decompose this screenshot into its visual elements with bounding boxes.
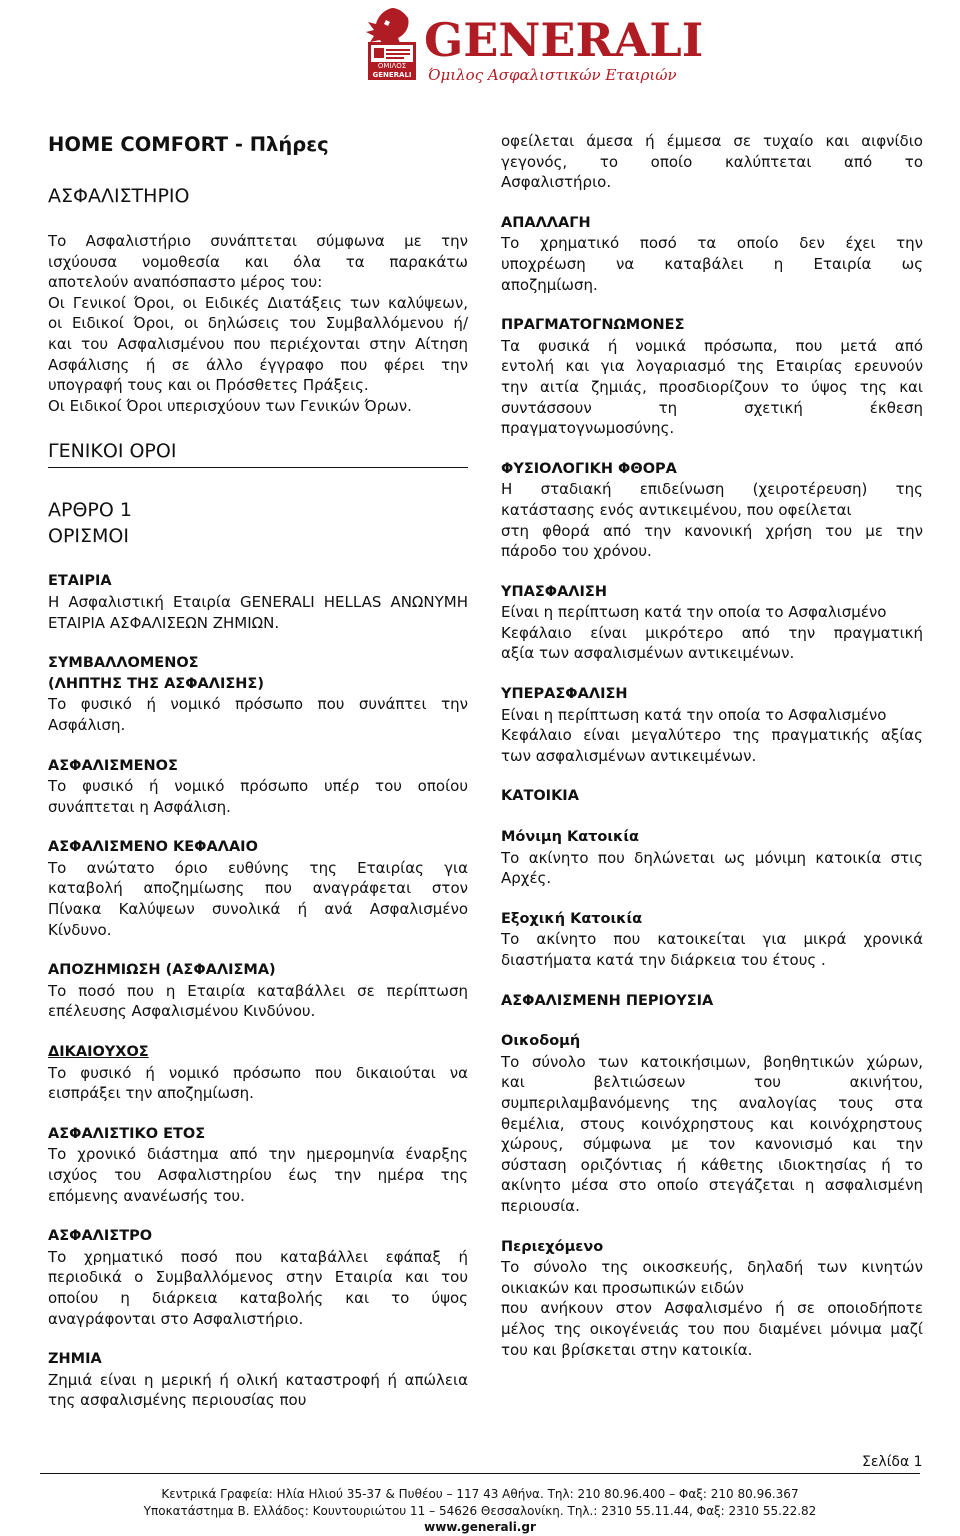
text-line: ισχύουσα νομοθεσία και όλα τα παρακάτω bbox=[48, 252, 468, 271]
text-line: Ασφάλιση. bbox=[48, 715, 126, 734]
term-heading: ΑΠΟΖΗΜΙΩΣΗ (ΑΣΦΑΛΙΣΜΑ) bbox=[48, 962, 276, 979]
term-heading: ΥΠΑΣΦΑΛΙΣΗ bbox=[501, 583, 607, 600]
text-line: Αρχές. bbox=[501, 869, 552, 888]
generali-logo bbox=[362, 4, 704, 84]
text-line: και βελτιώσεων του ακινήτου, bbox=[501, 1073, 923, 1092]
text-line: Το Ασφαλιστήριο συνάπτεται σύμφωνα με την bbox=[48, 232, 468, 250]
text-line: Η Ασφαλιστική Εταιρία GENERALI HELLAS ΑΝΩΝΥΜΗ bbox=[48, 592, 468, 611]
term-heading: ΖΗΜΙΑ bbox=[48, 1351, 102, 1368]
text-line: αποτελούν αναπόσπαστο μέρος του: bbox=[48, 273, 323, 292]
left-column bbox=[48, 128, 468, 1411]
text-line: οικιακών και προσωπικών ειδών bbox=[501, 1278, 744, 1297]
text-line: Ζημιά είναι η μερική ή ολική καταστροφή ή απώλεια bbox=[48, 1370, 468, 1389]
article-number: ΑΡΘΡΟ 1 bbox=[48, 499, 132, 522]
text-line: πάροδο του χρόνου. bbox=[501, 542, 652, 561]
text-line: συντάσσουν τη σχετική έκθεση bbox=[501, 398, 923, 417]
text-line: Οι Ειδικοί Όροι υπερισχύουν των Γενικών Όρων. bbox=[48, 396, 412, 415]
text-line: καταβολή αποζημίωσης που αναγράφεται στον bbox=[48, 879, 468, 898]
term-heading: ΠΡΑΓΜΑΤΟΓΝΩΜΟΝΕΣ bbox=[501, 317, 685, 334]
text-line: Κεφάλαιο είναι μικρότερο από την πραγματική bbox=[501, 623, 923, 642]
text-line: κατάστασης ενός αντικειμένου, που οφείλεται bbox=[501, 500, 852, 519]
text-line: Το ανώτατο όριο ευθύνης της Εταιρίας για bbox=[48, 858, 468, 877]
term-heading: ΦΥΣΙΟΛΟΓΙΚΗ ΦΘΟΡΑ bbox=[501, 460, 677, 477]
text-line: Το φυσικό ή νομικό πρόσωπο που δικαιούται να bbox=[48, 1063, 468, 1082]
right-column bbox=[501, 131, 923, 1360]
text-line: ισχύος του Ασφαλιστηρίου έως την ημέρα της bbox=[48, 1166, 468, 1184]
term-heading: ΑΣΦΑΛΙΣΤΙΚΟ ΕΤΟΣ bbox=[48, 1125, 206, 1142]
text-line: υποχρέωση να καταβάλει η Εταιρία ως bbox=[501, 254, 923, 273]
brand-name: GENERALI bbox=[424, 13, 704, 67]
text-line: Είναι η περίπτωση κατά την οποία το Ασφαλισμένο bbox=[501, 603, 887, 622]
text-line: Η σταδιακή επιδείνωση (χειροτέρευση) της bbox=[501, 480, 923, 499]
text-line: και του Ασφαλισμένου που περιέχονται στην Αίτηση bbox=[48, 334, 468, 353]
text-line: εντολή και για λογαριασμό της Εταιρίας ερευνούν bbox=[501, 357, 923, 376]
text-line: ΕΤΑΙΡΙΑ ΑΣΦΑΛΙΣΕΩΝ ΖΗΜΙΩΝ. bbox=[48, 613, 280, 632]
term-heading-sub: (ΛΗΠΤΗΣ ΤΗΣ ΑΣΦΑΛΙΣΗΣ) bbox=[48, 675, 264, 692]
text-line: Οι Γενικοί Όροι, οι Ειδικές Διατάξεις των καλύψεων, bbox=[48, 293, 468, 312]
text-line: Ασφάλισης ή σε άλλο έγγραφο που φέρει την bbox=[48, 355, 468, 374]
term-definition bbox=[48, 592, 468, 633]
term-definition bbox=[501, 705, 923, 767]
term-heading: ΔΙΚΑΙΟΥΧΟΣ bbox=[48, 1044, 149, 1061]
text-line: οφείλεται άμεσα ή έμμεσα σε τυχαίο και αιφνίδιο bbox=[501, 132, 923, 150]
text-line: της ασφαλισμένης περιουσίας που bbox=[48, 1391, 307, 1410]
section-heading: ΓΕΝΙΚΟΙ ΟΡΟΙ bbox=[48, 438, 468, 468]
term-heading: ΑΣΦΑΛΙΣΤΡΟ bbox=[48, 1228, 153, 1245]
term-definition bbox=[48, 1063, 468, 1104]
text-line: εισπράξει την αποζημίωση. bbox=[48, 1084, 254, 1103]
term-definition bbox=[48, 858, 468, 940]
badge-top-text: ΟΜΙΛΟΣ bbox=[377, 62, 407, 70]
text-line: Το σύνολο των κατοικήσιμων, βοηθητικών χώρων, bbox=[501, 1052, 923, 1071]
text-line: συμπεριλαμβανόμενης της αναλογίας τους στα bbox=[501, 1093, 923, 1112]
text-line: του και βρίσκεται στην κατοικία. bbox=[501, 1340, 753, 1359]
term-heading: ΑΠΑΛΛΑΓΗ bbox=[501, 214, 591, 231]
footer-address-head-office: Κεντρικά Γραφεία: Ηλία Ηλιού 35-37 & Πυθέου – 117 43 Αθήνα. Τηλ: 210 80.96.400 – Φαξ: 210 80.96.367 bbox=[161, 1487, 799, 1501]
document-title: HOME COMFORT - Πλήρες bbox=[48, 133, 329, 156]
text-line: χώρους, σύμφωνα με τον κανονισμό και την bbox=[501, 1135, 923, 1154]
term-heading: ΥΠΕΡΑΣΦΑΛΙΣΗ bbox=[501, 686, 628, 703]
term-definition bbox=[48, 1144, 468, 1206]
text-line: υπογραφή τους και οι Πρόσθετες Πράξεις. bbox=[48, 376, 369, 395]
text-line: ακίνητο μέσα στο οποίο στεγάζεται η ασφαλισμένη bbox=[501, 1176, 923, 1195]
term-definition bbox=[501, 848, 923, 889]
page-number: Σελίδα 1 bbox=[862, 1454, 923, 1470]
term-heading: Οικοδομή bbox=[501, 1033, 581, 1050]
term-definition bbox=[48, 981, 468, 1022]
document-subtitle: ΑΣΦΑΛΙΣΤΗΡΙΟ bbox=[48, 185, 190, 207]
text-line: Το χρηματικό ποσό τα οποίο δεν έχει την bbox=[501, 234, 923, 253]
text-line: θεμέλια, στους κοινόχρηστους και κοινόχρηστους bbox=[501, 1114, 923, 1133]
text-line: την αιτία ζημιάς, προσδιορίζουν το ύψος της και bbox=[501, 377, 923, 396]
term-definition bbox=[501, 336, 923, 439]
text-line: Το σύνολο της οικοσκευής, δηλαδή των κινητών bbox=[501, 1258, 923, 1277]
term-definition bbox=[501, 479, 923, 561]
text-line: μέλος της οικογένειάς του που διαμένει μόνιμα μαζί bbox=[501, 1319, 923, 1338]
text-line: αποζημίωση. bbox=[501, 275, 598, 294]
term-definition bbox=[501, 1257, 923, 1360]
term-definition bbox=[501, 929, 923, 970]
term-heading: ΚΑΤΟΙΚΙΑ bbox=[501, 788, 579, 805]
footer-address-branch: Υποκατάστημα Β. Ελλάδος: Κουντουριώτου 11 – 54626 Θεσσαλονίκη. Τηλ.: 2310 55.11.44, Φαξ: 2310 55.22.82 bbox=[143, 1504, 817, 1518]
text-line: γεγονός, το οποίο καλύπτεται από το bbox=[501, 152, 923, 171]
text-line: οι Ειδικοί Όροι, οι δηλώσεις του Συμβαλλόμενου ή/ bbox=[48, 314, 468, 333]
brand-tagline: Όμιλος Ασφαλιστικών Εταιριών bbox=[428, 66, 677, 84]
text-line: των ασφαλισμένων αντικειμένων. bbox=[501, 746, 757, 765]
text-line: Πίνακα Καλύψεων συνολικά ή ανά Ασφαλισμένο bbox=[48, 900, 468, 919]
text-line: διαστήματα κατά την διάρκεια του έτους . bbox=[501, 951, 826, 969]
text-line: Τα φυσικά ή νομικά πρόσωπα, που μετά από bbox=[501, 336, 923, 355]
text-line: συνάπτεται η Ασφάλιση. bbox=[48, 797, 231, 816]
term-definition bbox=[501, 233, 923, 295]
continued-paragraph bbox=[501, 131, 923, 193]
text-line: αναγράφονται στο Ασφαλιστήριο. bbox=[48, 1309, 304, 1328]
term-heading: Μόνιμη Κατοικία bbox=[501, 829, 639, 846]
text-line: επέλευσης Ασφαλισμένου Κινδύνου. bbox=[48, 1002, 316, 1021]
text-line: Το φυσικό ή νομικό πρόσωπο υπέρ του οποίου bbox=[48, 777, 468, 796]
intro-paragraph bbox=[48, 231, 468, 416]
article-title: ΟΡΙΣΜΟΙ bbox=[48, 525, 129, 548]
text-line: Είναι η περίπτωση κατά την οποία το Ασφαλισμένο bbox=[501, 705, 887, 724]
text-line: που ανήκουν στον Ασφαλισμένο ή σε οποιοδήποτε bbox=[501, 1299, 923, 1318]
term-definition bbox=[501, 602, 923, 664]
footer-divider bbox=[40, 1473, 920, 1474]
text-line: σύσταση οριζόντιας ή κάθετης ιδιοκτησίας ή το bbox=[501, 1155, 923, 1174]
text-line: Το ποσό που η Εταιρία καταβάλλει σε περίπτωση bbox=[48, 981, 468, 1000]
text-line: πραγματογνωμοσύνης. bbox=[501, 419, 675, 438]
term-heading: Περιεχόμενο bbox=[501, 1238, 604, 1255]
term-heading: ΑΣΦΑΛΙΣΜΕΝΟΣ bbox=[48, 757, 178, 774]
term-heading: ΕΤΑΙΡΙΑ bbox=[48, 573, 112, 590]
text-line: Κεφάλαιο είναι μεγαλύτερο της πραγματικής αξίας bbox=[501, 726, 923, 745]
term-heading: ΑΣΦΑΛΙΣΜΕΝΗ ΠΕΡΙΟΥΣΙΑ bbox=[501, 992, 714, 1009]
badge-bottom-text: GENERALI bbox=[372, 71, 412, 79]
text-line: αξία των ασφαλισμένων αντικειμένων. bbox=[501, 644, 795, 663]
text-line: περιουσία. bbox=[501, 1196, 580, 1215]
footer-website-link[interactable]: www.generali.gr bbox=[424, 1520, 536, 1534]
text-line: επόμενης ανανέωσής του. bbox=[48, 1186, 245, 1205]
term-definition bbox=[48, 1247, 468, 1329]
text-line: Το ακίνητο που κατοικείται για μικρά χρονικά bbox=[501, 930, 923, 949]
text-line: Το χρονικό διάστημα από την ημερομηνία έναρξης bbox=[48, 1145, 468, 1164]
term-definition bbox=[48, 776, 468, 817]
term-definition bbox=[48, 1370, 468, 1411]
term-heading: ΑΣΦΑΛΙΣΜΕΝΟ ΚΕΦΑΛΑΙΟ bbox=[48, 839, 258, 856]
text-line: Το ακίνητο που δηλώνεται ως μόνιμη κατοικία στις bbox=[501, 848, 923, 867]
term-heading: ΣΥΜΒΑΛΛΟΜΕΝΟΣ bbox=[48, 655, 199, 672]
text-line: Το χρηματικό ποσό που καταβάλλει εφάπαξ ή bbox=[48, 1247, 468, 1266]
term-definition bbox=[48, 694, 468, 735]
text-line: στη φθορά από την κανονική χρήση του με την bbox=[501, 521, 923, 540]
text-line: Το φυσικό ή νομικό πρόσωπο που συνάπτει την bbox=[48, 695, 468, 714]
text-line: οποίου η διάρκεια καταβολής και το ύψος bbox=[48, 1288, 468, 1307]
text-line: περιοδικά ο Συμβαλλόμενος στην Εταιρία και του bbox=[48, 1268, 468, 1287]
term-heading: Εξοχική Κατοικία bbox=[501, 910, 643, 927]
text-line: Κίνδυνο. bbox=[48, 920, 112, 939]
text-line: Ασφαλιστήριο. bbox=[501, 173, 612, 192]
term-definition bbox=[501, 1052, 923, 1217]
